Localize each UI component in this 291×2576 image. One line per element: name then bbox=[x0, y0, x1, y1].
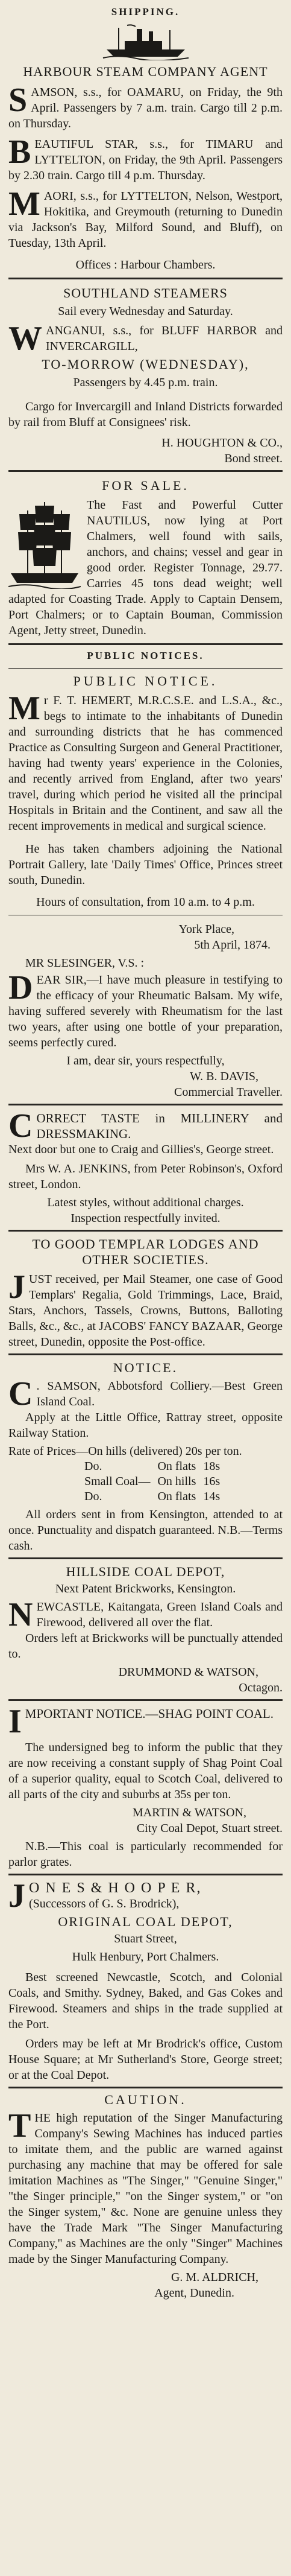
coal-notice-heading: NOTICE. bbox=[113, 1360, 178, 1375]
table-row bbox=[81, 1474, 224, 1489]
wanganui-tomorrow: TO-MORROW (WEDNESDAY), bbox=[42, 357, 249, 372]
coal-notice-orders: Apply at the Little Office, Rattray street, opposite Railway Station. bbox=[8, 1411, 283, 1440]
rate-label: Small Coal— bbox=[84, 1475, 151, 1488]
southland-cargo-note: Cargo for Invercargill and Inland Districts forwarded by rail from Bluff at Consignees' risk. bbox=[8, 400, 283, 429]
southland-sail: Sail every Wednesday and Saturday. bbox=[58, 305, 233, 318]
good-templar-text: UST received, per Mail Steamer, one case of Good Templars' Regalia, Gold Trimmings, Lace, Braid, Stars, Anchors, Tassels, Crowns, Buttons, Balloting Balls, &c., &c., at JACOBS' FANCY BAZAAR, George street, Dunedin, opposite the Post-office. bbox=[8, 1273, 283, 1349]
jones-hooper-text: Best screened Newcastle, Scotch, and Colonial Coals, and Smithy. Sydney, Baked, and Gas Cokes and Firewood. Steamers and ships in the trade supplied at the Port. bbox=[8, 1971, 283, 2031]
divider bbox=[8, 1557, 283, 1559]
steamship-icon bbox=[101, 24, 191, 60]
hillside-place: Octagon. bbox=[239, 1681, 283, 1694]
coal-notice-initial: C bbox=[8, 1375, 33, 1413]
wanganui-initial: W bbox=[8, 320, 42, 357]
for-sale-text: The Fast and Powerful Cutter NAUTILUS, now lying at Port Chalmers, well found with sails, anchors, and chains; vessel and gear in good order. Register Tonnage, 29.77. Carries 45 tons dead weight; well adapted for Coasting Trade. Apply to Captain Densem, Port Chalmers; or to Captain Bouman, Commission Agent, Jetty street, Dunedin. bbox=[8, 498, 283, 637]
hillside-orders: Orders left at Brickworks will be punctually attended to. bbox=[8, 1632, 283, 1661]
millinery-next-door: Next door but one to Craig and Gillies's, George street. bbox=[8, 1143, 274, 1156]
samson-ad bbox=[8, 81, 283, 132]
jones-hooper-depot: ORIGINAL COAL DEPOT, bbox=[58, 1914, 233, 1929]
divider bbox=[8, 1699, 283, 1701]
offices-line: Offices : Harbour Chambers. bbox=[75, 258, 216, 272]
rate-price: 18s bbox=[203, 1460, 221, 1473]
millinery-initial: C bbox=[8, 1107, 33, 1145]
hillside-text: EWCASTLE, Kaitangata, Green Island Coals and Firewood, delivered all over the flat. bbox=[36, 1600, 283, 1629]
hillside-signature: DRUMMOND & WATSON, bbox=[118, 1665, 258, 1679]
hemert-hours: Hours of consultation, from 10 a.m. to 4 p.m. bbox=[36, 895, 255, 909]
shag-point-nb: N.B.—This coal is particularly recommended for parlor grates. bbox=[8, 1840, 283, 1869]
jones-hooper-initial: J bbox=[8, 1877, 25, 1915]
caution-text: HE high reputation of the Singer Manufacturing Company's Sewing Machines has induced parties to imitate them, and the public are warned against purchasing any machine that may be offered for sale imitation Machines as "The Singer," "Genuine Singer," "the Singer principle," "on the Singer system," or "on the Singer system," &c. None are genuine unless they have the Trade Mark "The Singer Manufacturing Company," as Machines are the only "Singer" Machines made by the Singer Manufacturing Company. bbox=[8, 2111, 283, 2266]
rate-where: On flats bbox=[157, 1460, 196, 1473]
slesinger-initial: D bbox=[8, 969, 33, 1007]
rate-where: On flats bbox=[157, 1490, 196, 1503]
millinery-heading: ORRECT TASTE in MILLINERY and DRESSMAKING. bbox=[36, 1111, 283, 1141]
houghton-signature: H. HOUGHTON & CO., bbox=[161, 436, 283, 450]
rate-label: Do. bbox=[84, 1460, 102, 1473]
beautiful-star-initial: B bbox=[8, 133, 31, 171]
table-row bbox=[81, 1489, 224, 1504]
jones-hooper-orders: Orders may be left at Mr Brodrick's office, Custom House Square; at Mr Sutherland's Store, George street; or at the Coal Depot. bbox=[8, 2037, 283, 2082]
coal-notice-kensington: All orders sent in from Kensington, attended to at once. Punctuality and dispatch guaranteed. N.B.—Terms cash. bbox=[8, 1508, 283, 1553]
rate-price: 14s bbox=[203, 1490, 221, 1503]
public-notices-title: PUBLIC NOTICES. bbox=[87, 650, 204, 661]
divider bbox=[8, 1353, 283, 1355]
beautiful-star-text: EAUTIFUL STAR, s.s., for TIMARU and LYTTELTON, on Friday, the 9th April. Passengers by 2.30 train. Cargo till 4 p.m. Thursday. bbox=[8, 138, 283, 182]
hillside-initial: N bbox=[8, 1596, 33, 1633]
harbour-steam-heading: HARBOUR STEAM COMPANY AGENT bbox=[23, 64, 268, 79]
good-templar-ad bbox=[8, 1268, 283, 1350]
shag-point-signature: MARTIN & WATSON, bbox=[133, 1806, 246, 1819]
beautiful-star-ad bbox=[8, 133, 283, 183]
divider bbox=[8, 1104, 283, 1105]
millinery-ad bbox=[8, 1107, 283, 1145]
rate-price: 16s bbox=[203, 1475, 221, 1488]
houghton-address: Bond street. bbox=[224, 452, 283, 465]
southland-heading: SOUTHLAND STEAMERS bbox=[63, 285, 228, 301]
hemert-rooms: He has taken chambers adjoining the National Portrait Gallery, late 'Daily Times' Office, Princes street south, Dunedin. bbox=[8, 842, 283, 887]
caution-signature: G. M. ALDRICH, bbox=[171, 2271, 258, 2284]
divider bbox=[8, 1874, 283, 1875]
wanganui-ad bbox=[8, 320, 283, 357]
caution-ad bbox=[8, 2107, 283, 2267]
hillside-sub: Next Patent Brickworks, Kensington. bbox=[55, 1582, 236, 1595]
divider bbox=[8, 668, 283, 669]
caution-initial: T bbox=[8, 2107, 31, 2145]
slesinger-signature: W. B. DAVIS, bbox=[190, 1070, 258, 1083]
millinery-styles: Latest styles, without additional charges. bbox=[47, 1196, 244, 1209]
slesinger-ad bbox=[8, 969, 283, 1051]
slesinger-role: Commercial Traveller. bbox=[174, 1086, 283, 1099]
for-sale-ad bbox=[8, 497, 283, 638]
millinery-name: Mrs W. A. JENKINS, from Peter Robinson's, Oxford street, London. bbox=[8, 1162, 283, 1191]
jones-hooper-successors: (Successors of G. S. Brodrick), bbox=[29, 1897, 180, 1910]
divider bbox=[8, 1230, 283, 1232]
samson-initial: S bbox=[8, 81, 28, 119]
shag-point-text: The undersigned beg to inform the public that they are now receiving a constant supply of Shag Point Coal of a superior quality, equal to Scotch Coal, delivered to all parts of the city and suburbs at 35s per ton. bbox=[8, 1741, 283, 1801]
shag-point-place: City Coal Depot, Stuart street. bbox=[136, 1822, 283, 1835]
hemert-ad bbox=[8, 690, 283, 834]
coal-rates-title: Rate of Prices—On hills (delivered) 20s per ton. bbox=[8, 1445, 242, 1458]
samson-text: AMSON, s.s., for OAMARU, on Friday, the 9th April. Passengers by 7 a.m. train. Cargo till 2 p.m. on Thursday. bbox=[8, 86, 283, 130]
shipping-section-title: SHIPPING. bbox=[111, 6, 180, 17]
slesinger-closing: I am, dear sir, yours respectfully, bbox=[66, 1054, 225, 1067]
divider bbox=[8, 643, 283, 645]
wanganui-text: ANGANUI, s.s., for BLUFF HARBOR and INVERCARGILL, bbox=[46, 324, 283, 353]
rate-label: Do. bbox=[84, 1490, 102, 1503]
jones-hooper-street: Stuart Street, bbox=[114, 1932, 177, 1945]
slesinger-text: EAR SIR,—I have much pleasure in testifying to the efficacy of your Rheumatic Balsam. My wife, having suffered severely with Rheumatism for the last two years, after using one bottle of your preparation, seems perfectly cured. bbox=[8, 973, 283, 1049]
table-row bbox=[81, 1459, 224, 1474]
public-notice-heading: PUBLIC NOTICE. bbox=[73, 673, 218, 689]
coal-notice-ad bbox=[8, 1375, 283, 1413]
jones-hooper-heading: O N E S & H O O P E R, bbox=[29, 1880, 202, 1896]
hemert-initial: M bbox=[8, 690, 40, 727]
divider bbox=[8, 2087, 283, 2088]
caution-heading: CAUTION. bbox=[104, 2092, 187, 2107]
caution-role: Agent, Dunedin. bbox=[154, 2286, 234, 2300]
shag-point-initial: I bbox=[8, 1703, 22, 1740]
sailing-ship-icon bbox=[8, 498, 81, 589]
coal-rates-table bbox=[81, 1459, 224, 1504]
wanganui-passengers: Passengers by 4.45 p.m. train. bbox=[73, 376, 218, 389]
maori-text: AORI, s.s., for LYTTELTON, Nelson, Westport, Hokitika, and Greymouth (returning to Dunedin via Jackson's Bay, Milford Sound, and Bluff), on Tuesday, 13th April. bbox=[8, 189, 283, 250]
slesinger-date: 5th April, 1874. bbox=[194, 938, 271, 952]
for-sale-heading: FOR SALE. bbox=[102, 478, 189, 493]
hemert-text: r F. T. HEMERT, M.R.C.S.E. and L.S.A., &c., begs to intimate to the inhabitants of Dunedin and surrounding districts that he has commenced Practice as Consulting Surgeon and General Practitioner, having had twenty years' experience in the Colonies, and recently arrived from England, after two years' travel, during which period he visited all the principal Hospitals in Britain and the Continent, and saw all the recent improvements in medical and surgical science. bbox=[8, 694, 283, 833]
slesinger-place: York Place, bbox=[178, 923, 234, 936]
millinery-inspection: Inspection respectfully invited. bbox=[70, 1212, 221, 1225]
rate-where: On hills bbox=[157, 1475, 196, 1488]
divider bbox=[8, 278, 283, 279]
maori-ad bbox=[8, 185, 283, 251]
slesinger-to: MR SLESINGER, V.S. : bbox=[25, 956, 145, 970]
jones-hooper-hulk: Hulk Henbury, Port Chalmers. bbox=[72, 1950, 219, 1964]
good-templar-initial: J bbox=[8, 1268, 25, 1306]
hillside-heading: HILLSIDE COAL DEPOT, bbox=[66, 1564, 225, 1579]
shag-point-ad bbox=[8, 1703, 283, 1740]
good-templar-heading: TO GOOD TEMPLAR LODGES AND OTHER SOCIETIES. bbox=[32, 1236, 259, 1267]
coal-notice-text: . SAMSON, Abbotsford Colliery.—Best Green Island Coal. bbox=[36, 1379, 283, 1408]
jones-hooper-ad bbox=[8, 1877, 283, 1915]
hillside-ad bbox=[8, 1596, 283, 1633]
maori-initial: M bbox=[8, 185, 40, 223]
shag-point-heading: MPORTANT NOTICE.—SHAG POINT COAL. bbox=[25, 1706, 274, 1721]
divider bbox=[8, 470, 283, 472]
